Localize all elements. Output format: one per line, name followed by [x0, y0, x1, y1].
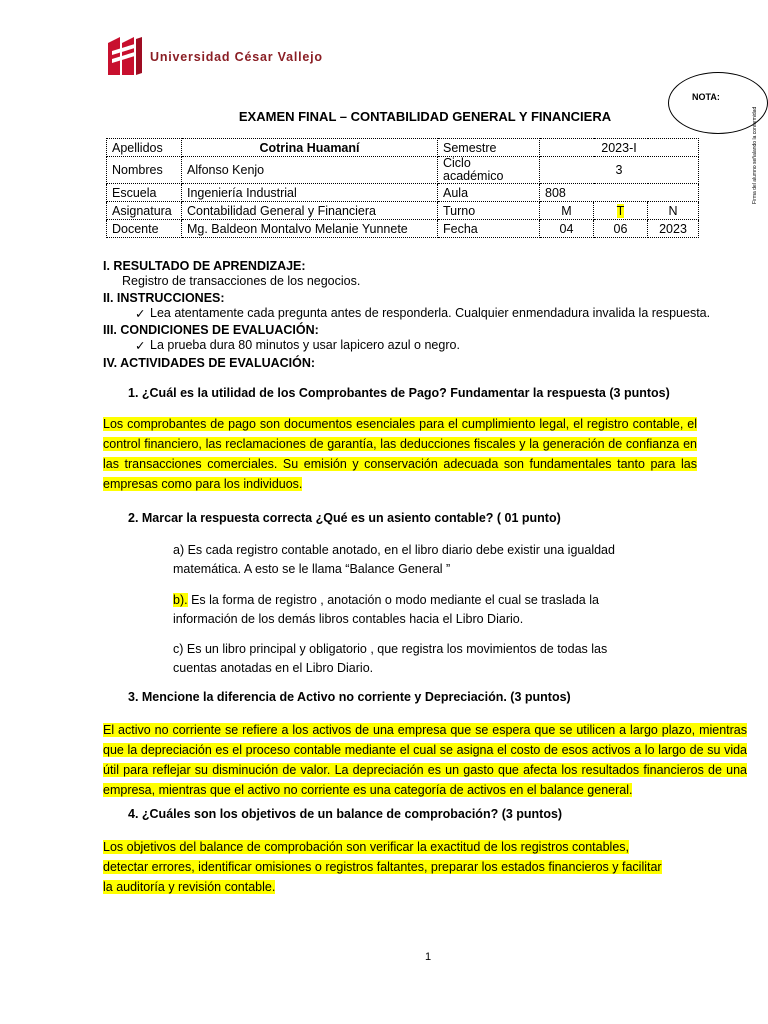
section-1-title: I. RESULTADO DE APRENDIZAJE:	[103, 259, 306, 273]
docente-value: Mg. Baldeon Montalvo Melanie Yunnete	[182, 220, 438, 238]
option-b-marker: b).	[173, 593, 188, 607]
turno-n: N	[648, 202, 699, 220]
option-b-text: Es la forma de registro , anotación o modo mediante el cual se traslada la información de los demás libros contables hacia el Libro Diario.	[173, 593, 599, 626]
option-b	[173, 591, 643, 629]
table-row	[107, 157, 699, 184]
turno-t	[594, 202, 648, 220]
check-icon: ✓	[135, 307, 146, 321]
option-c: c) Es un libro principal y obligatorio , que registra los movimientos de todas las cuentas anotadas en el Libro Diario.	[173, 642, 608, 675]
exam-title: EXAMEN FINAL – CONTABILIDAD GENERAL Y FINANCIERA	[238, 109, 612, 124]
asignatura-label: Asignatura	[107, 202, 182, 220]
table-row	[107, 139, 699, 157]
student-info-table	[106, 138, 699, 238]
answer-4	[103, 837, 663, 897]
section-4-title: IV. ACTIVIDADES DE EVALUACIÓN:	[103, 356, 316, 370]
table-row	[107, 184, 699, 202]
asignatura-value: Contabilidad General y Financiera	[182, 202, 438, 220]
section-2-title: II. INSTRUCCIONES:	[103, 291, 225, 305]
nombres-value: Alfonso Kenjo	[182, 157, 438, 184]
ciclo-value: 3	[540, 157, 699, 184]
signature-note-text: Firma del alumno señalando la conformidad	[752, 106, 758, 204]
escuela-label: Escuela	[107, 184, 182, 202]
turno-m: M	[540, 202, 594, 220]
check-icon: ✓	[135, 339, 146, 353]
fecha-label: Fecha	[438, 220, 540, 238]
docente-label: Docente	[107, 220, 182, 238]
table-row	[107, 202, 699, 220]
table-row	[107, 220, 699, 238]
university-name: Universidad César Vallejo	[150, 50, 323, 64]
question-4: 4. ¿Cuáles son los objetivos de un balance de comprobación? (3 puntos)	[128, 807, 563, 821]
answer-3-text: El activo no corriente se refiere a los activos de una empresa que se espera que se utilicen a largo plazo, mientras que la depreciación es el proceso contable mediante el cual se asigna el costo de esos activos a lo largo de su vida útil para reflejar su disminución de valor. La depreciación es un gasto que afecta los resultados financieros de una empresa, mientras que el activo no corriente es una categoría de activos en el balance general.	[103, 723, 747, 797]
fecha-day: 04	[540, 220, 594, 238]
semestre-label: Semestre	[438, 139, 540, 157]
grade-label: NOTA:	[692, 92, 720, 102]
answer-1	[103, 414, 697, 494]
ucv-logo-icon	[108, 37, 142, 75]
aula-value: 808	[540, 184, 699, 202]
option-a: a) Es cada registro contable anotado, en el libro diario debe existir una igualdad matemática. A esto se le llama “Balance General ”	[173, 543, 615, 576]
section-3-title: III. CONDICIONES DE EVALUACIÓN:	[103, 323, 319, 337]
page-number: 1	[424, 951, 432, 963]
section-3-text: La prueba dura 80 minutos y usar lapicero azul o negro.	[150, 338, 460, 352]
fecha-month: 06	[594, 220, 648, 238]
turno-t-selected: T	[616, 203, 625, 218]
answer-3	[103, 720, 747, 800]
apellidos-value: Cotrina Huamaní	[182, 139, 438, 157]
apellidos-label: Apellidos	[107, 139, 182, 157]
aula-label: Aula	[438, 184, 540, 202]
question-2: 2. Marcar la respuesta correcta ¿Qué es un asiento contable? ( 01 punto)	[128, 511, 561, 525]
answer-4-text: Los objetivos del balance de comprobación son verificar la exactitud de los registros contables, detectar errores, identificar omisiones o registros faltantes, preparar los estados financieros y facilitar la auditoría y revisión contable.	[103, 840, 662, 894]
fecha-year: 2023	[648, 220, 699, 238]
question-3: 3. Mencione la diferencia de Activo no corriente y Depreciación. (3 puntos)	[128, 690, 571, 704]
signature-note	[752, 106, 768, 204]
turno-label: Turno	[438, 202, 540, 220]
section-2-text: Lea atentamente cada pregunta antes de responderla. Cualquier enmendadura invalida la respuesta.	[150, 306, 711, 320]
semestre-value: 2023-I	[540, 139, 699, 157]
ciclo-label: Ciclo académico	[438, 157, 540, 184]
escuela-value: Ingeniería Industrial	[182, 184, 438, 202]
section-1-text: Registro de transacciones de los negocios.	[122, 274, 361, 288]
nombres-label: Nombres	[107, 157, 182, 184]
answer-1-text: Los comprobantes de pago son documentos esenciales para el cumplimiento legal, el registro contable, el control financiero, las reclamaciones de garantía, las deducciones fiscales y la generación de confianza en las transacciones comerciales. Su emisión y conservación adecuada son fundamentales tanto para las empresas como para los individuos.	[103, 417, 697, 491]
question-1: 1. ¿Cuál es la utilidad de los Comprobantes de Pago? Fundamentar la respuesta (3 puntos)	[128, 386, 670, 400]
